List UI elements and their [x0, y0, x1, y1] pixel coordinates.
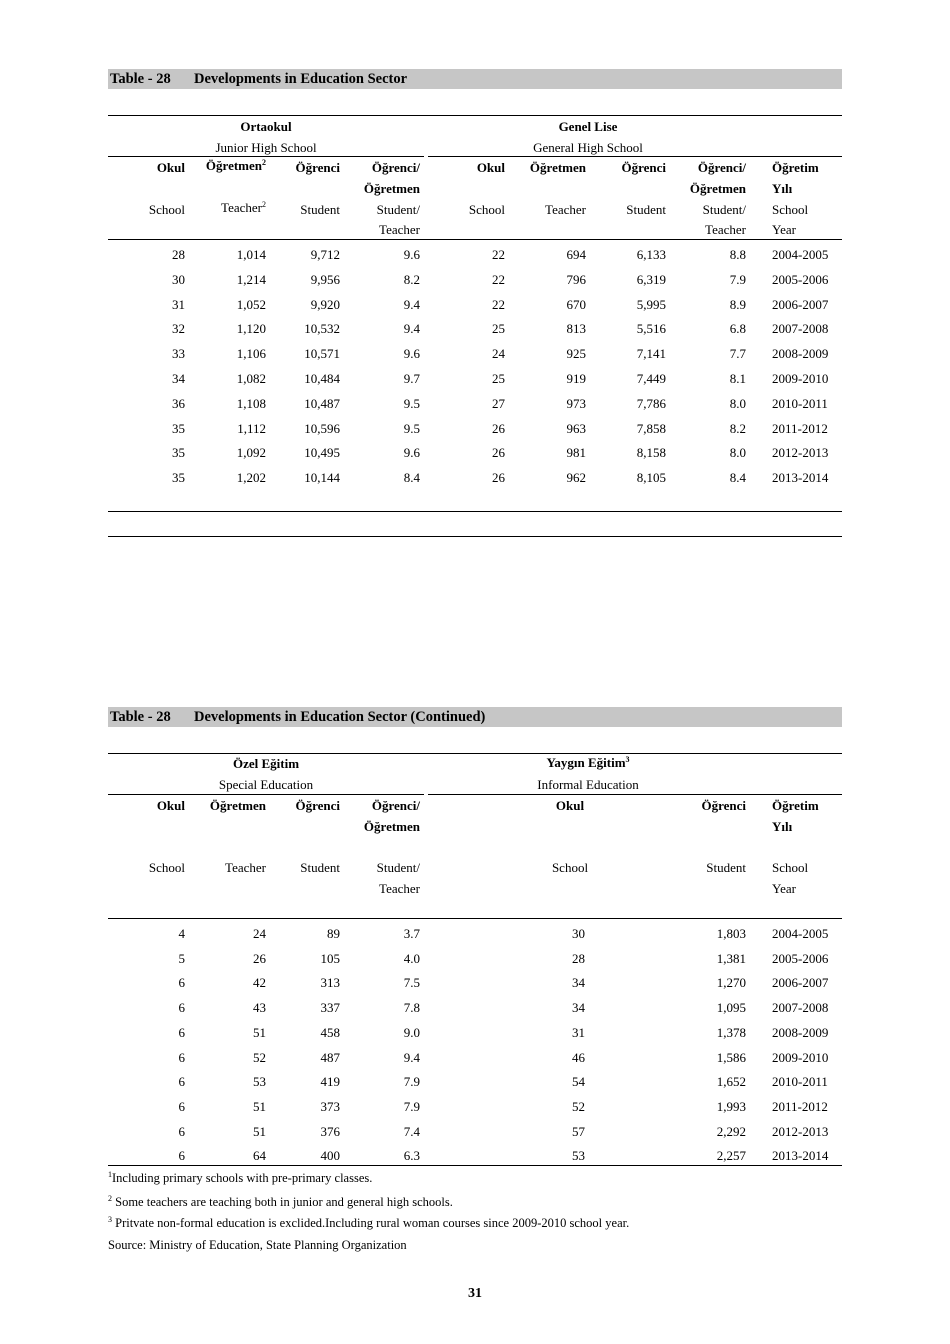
table-cell: 1,112	[237, 420, 266, 436]
footnote-1: $^1$Including primary schools with pre-primary classes.	[108, 1170, 373, 1185]
table-cell: 8.2	[403, 271, 420, 287]
table-cell: 373	[320, 1098, 340, 1114]
table1-number: Table - 28	[110, 71, 171, 87]
table-cell: 1,378	[716, 1024, 746, 1040]
table-cell: 337	[320, 1000, 340, 1016]
footnote-2: $^2$ Some teachers are teaching both in junior and general high schools.	[108, 1194, 453, 1209]
t1-h-ogretmen-2: Öğretmen	[529, 160, 586, 175]
t2-h-school-2: School	[551, 860, 589, 875]
table-cell: 7.8	[403, 1000, 420, 1016]
footnote-3: $^3$ Pritvate non-formal education is exclided.Including rural woman courses since 2009-2010 school year.	[108, 1215, 630, 1230]
table-cell: 925	[566, 346, 586, 362]
table-cell: 1,108	[236, 395, 266, 411]
table-cell: 7.9	[403, 1074, 420, 1090]
table-cell: 105	[320, 950, 340, 966]
table-cell: 7.5	[403, 975, 420, 991]
table-cell: 53	[572, 1148, 585, 1164]
table-cell: 51	[253, 1098, 266, 1114]
table2-top-rule	[108, 753, 842, 754]
t1-h-year-en1: School	[772, 202, 809, 217]
table-cell: 22	[492, 271, 505, 287]
table-cell: 9.4	[403, 321, 420, 337]
table-cell: 35	[172, 470, 185, 486]
table-cell: 400	[320, 1148, 340, 1164]
table-cell: 963	[566, 420, 586, 436]
table-cell: 4	[178, 926, 185, 941]
table-cell: 26	[253, 950, 266, 966]
t1-h-school-1: School	[148, 202, 185, 217]
t2-h-year-tr1: Öğretim	[772, 798, 819, 813]
table2-title-bar	[108, 707, 842, 727]
table-cell: 6	[178, 1049, 185, 1065]
table2-group-right-tr: Yaygın Eğitim$^3$	[546, 755, 630, 770]
table-cell: 9.7	[403, 371, 420, 386]
table-cell: 7,449	[636, 371, 666, 386]
table-cell: 458	[320, 1024, 340, 1040]
table-cell: 46	[572, 1049, 585, 1065]
table1-group-left-en: Junior High School	[215, 140, 317, 155]
t2-h-year-en2: Year	[772, 881, 796, 896]
table-cell: 2,257	[716, 1148, 746, 1164]
table1-group-right-tr: Genel Lise	[558, 119, 618, 134]
table-cell: 2005-2006	[772, 950, 829, 966]
t2-h-year-en1: School	[772, 860, 809, 875]
table-cell: 2008-2009	[772, 1024, 829, 1040]
t1-h-teacher: Teacher$^2$	[221, 200, 266, 215]
t1-h-okul-2: Okul	[476, 160, 505, 175]
table-cell: 42	[253, 975, 266, 991]
table-cell: 9.5	[403, 395, 420, 411]
table-cell: 6	[178, 975, 185, 991]
table-cell: 2010-2011	[772, 395, 828, 411]
table-cell: 34	[572, 975, 585, 991]
table-cell: 2013-2014	[772, 1148, 829, 1164]
table-cell: 5	[178, 950, 185, 966]
table1-title: Developments in Education Sector	[194, 71, 408, 87]
t1-h-okul-1: Okul	[156, 160, 185, 175]
table-cell: 6	[178, 1024, 185, 1040]
table1-subhead-rule-left	[108, 156, 424, 157]
table-cell: 1,082	[236, 371, 266, 386]
table-cell: 6.8	[729, 321, 746, 337]
table-cell: 31	[172, 296, 185, 312]
table-cell: 26	[492, 420, 505, 436]
t1-h-ratio-en1-b: Student/	[702, 202, 746, 217]
table-cell: 2012-2013	[772, 445, 829, 461]
table-cell: 1,120	[236, 321, 266, 337]
table2-subhead-rule-left	[108, 794, 424, 795]
table-cell: 27	[492, 395, 505, 411]
table-cell: 6	[178, 1098, 185, 1114]
table-cell: 2010-2011	[772, 1074, 828, 1090]
table-cell: 8.1	[729, 371, 746, 386]
t2-h-ratio-en1: Student/	[376, 860, 420, 875]
table1-top-rule	[108, 115, 842, 116]
table-cell: 2007-2008	[772, 1000, 829, 1016]
table-cell: 2012-2013	[772, 1123, 829, 1139]
table-cell: 25	[492, 321, 505, 337]
table-cell: 2004-2005	[772, 926, 829, 941]
table-cell: 52	[572, 1098, 585, 1114]
table-cell: 8.4	[729, 470, 746, 486]
t1-h-ogretmen: Öğretmen$^2$	[205, 158, 266, 173]
table-cell: 376	[320, 1123, 340, 1139]
table-cell: 7.9	[729, 271, 746, 287]
table-cell: 2006-2007	[772, 975, 829, 991]
source-note: Source: Ministry of Education, State Planning Organization	[108, 1238, 407, 1252]
table1-bottom-rule-1	[108, 511, 842, 512]
t2-h-ratio-tr2: Öğretmen	[363, 819, 420, 834]
table-cell: 1,381	[716, 950, 746, 966]
table-cell: 26	[492, 445, 505, 461]
table1-group-right-en: General High School	[533, 140, 643, 155]
table1-header-bottom-rule	[108, 239, 842, 240]
table-cell: 22	[492, 296, 505, 312]
table-cell: 7.4	[403, 1123, 420, 1139]
t1-h-ogrenci-1: Öğrenci	[295, 160, 340, 175]
table-cell: 8.9	[729, 296, 746, 312]
t2-h-student-1: Student	[300, 860, 340, 875]
t1-h-year-en2: Year	[772, 222, 796, 237]
t2-h-student-2: Student	[706, 860, 746, 875]
table-cell: 1,803	[716, 926, 746, 941]
table-cell: 1,214	[236, 271, 266, 287]
table-cell: 43	[253, 1000, 266, 1016]
table-cell: 796	[566, 271, 586, 287]
t2-h-ogrenci-2: Öğrenci	[701, 798, 746, 813]
table-cell: 10,144	[304, 470, 340, 486]
table-cell: 36	[172, 395, 185, 411]
table2-subhead-rule-right	[428, 794, 842, 795]
t2-h-teacher: Teacher	[225, 860, 266, 875]
table-cell: 2005-2006	[772, 271, 829, 287]
table-cell: 313	[320, 975, 340, 991]
table-cell: 9,920	[310, 296, 340, 312]
table-cell: 2,292	[716, 1123, 746, 1139]
table-cell: 1,052	[236, 296, 266, 312]
table1-subhead-rule-right	[428, 156, 842, 157]
t1-h-ratio-tr2-b: Öğretmen	[689, 181, 746, 196]
table2-group-right-en: Informal Education	[537, 777, 639, 792]
table-cell: 7,858	[636, 420, 666, 436]
table-cell: 10,596	[304, 420, 340, 436]
table-cell: 1,095	[716, 1000, 746, 1016]
table-cell: 6	[178, 1074, 185, 1090]
table-cell: 24	[492, 346, 505, 362]
table-cell: 6	[178, 1123, 185, 1139]
table1-title-bar	[108, 69, 842, 89]
table-cell: 9.0	[403, 1024, 420, 1040]
table-cell: 2009-2010	[772, 1049, 829, 1065]
table-cell: 1,202	[236, 470, 266, 486]
table-cell: 1,106	[236, 346, 266, 362]
table-cell: 813	[566, 321, 586, 337]
table-cell: 973	[566, 395, 586, 411]
table-cell: 419	[320, 1074, 340, 1090]
table-cell: 9,712	[310, 247, 340, 262]
table-cell: 6,319	[636, 271, 666, 287]
t2-h-ogretmen: Öğretmen	[209, 798, 266, 813]
table-cell: 2007-2008	[772, 321, 829, 337]
table-cell: 2011-2012	[772, 420, 828, 436]
t1-h-student-1: Student	[300, 202, 340, 217]
table-cell: 9.4	[403, 296, 420, 312]
t1-h-ogrenci-2: Öğrenci	[621, 160, 666, 175]
table-cell: 962	[566, 470, 586, 486]
table-cell: 24	[253, 926, 266, 941]
table-cell: 9,956	[310, 271, 340, 287]
t2-h-ratio-en2: Teacher	[379, 881, 420, 896]
table-cell: 919	[566, 371, 586, 386]
table-cell: 1,993	[716, 1098, 746, 1114]
t1-h-ratio-en1-a: Student/	[376, 202, 420, 217]
table-cell: 8.0	[729, 395, 746, 411]
table1-group-left-tr: Ortaokul	[240, 119, 292, 134]
table-cell: 2009-2010	[772, 371, 829, 386]
table-cell: 34	[172, 371, 185, 386]
t2-h-ratio-tr1: Öğrenci/	[371, 798, 420, 813]
table-cell: 1,652	[716, 1074, 746, 1090]
table-cell: 6.3	[403, 1148, 420, 1164]
table-cell: 9.6	[403, 445, 420, 461]
table-cell: 35	[172, 445, 185, 461]
table-cell: 28	[172, 247, 185, 262]
table-cell: 8.0	[729, 445, 746, 461]
table-cell: 54	[572, 1074, 585, 1090]
table-cell: 10,495	[304, 445, 340, 461]
table-cell: 26	[492, 470, 505, 486]
table-cell: 10,571	[304, 346, 340, 362]
t2-h-okul-1: Okul	[156, 798, 185, 813]
table-cell: 32	[172, 321, 185, 337]
table-cell: 6	[178, 1148, 185, 1164]
table2-group-left-tr: Özel Eğitim	[232, 756, 300, 771]
t2-h-ogrenci-1: Öğrenci	[295, 798, 340, 813]
table-cell: 25	[492, 371, 505, 386]
table-cell: 10,532	[304, 321, 340, 337]
table-cell: 2013-2014	[772, 470, 829, 486]
t1-h-year-tr2: Yılı	[772, 181, 793, 196]
t1-h-student-2: Student	[626, 202, 666, 217]
t1-h-ratio-tr2-a: Öğretmen	[363, 181, 420, 196]
table-cell: 53	[253, 1074, 266, 1090]
table-cell: 7,786	[636, 395, 666, 411]
table-cell: 670	[566, 296, 586, 312]
table-cell: 10,484	[304, 371, 340, 386]
table-cell: 7,141	[636, 346, 666, 362]
table-cell: 1,092	[236, 445, 266, 461]
table-cell: 22	[492, 247, 505, 262]
table-cell: 1,270	[716, 975, 746, 991]
table-cell: 51	[253, 1024, 266, 1040]
table-cell: 9.6	[403, 247, 420, 262]
table-cell: 4.0	[403, 950, 420, 966]
table-cell: 8,158	[636, 445, 666, 461]
table-cell: 9.5	[403, 420, 420, 436]
table-cell: 7.7	[729, 346, 746, 362]
page-number: 31	[468, 1286, 482, 1301]
table-cell: 6	[178, 1000, 185, 1016]
table-cell: 2006-2007	[772, 296, 829, 312]
table-cell: 52	[253, 1049, 266, 1065]
table-cell: 34	[572, 1000, 585, 1016]
table2-number: Table - 28	[110, 709, 171, 725]
t1-h-year-tr1: Öğretim	[772, 160, 819, 175]
table-cell: 31	[572, 1024, 585, 1040]
t1-h-ratio-tr1-b: Öğrenci/	[697, 160, 746, 175]
table-cell: 8,105	[636, 470, 666, 486]
table-cell: 51	[253, 1123, 266, 1139]
table-cell: 2004-2005	[772, 247, 829, 262]
t1-h-ratio-en2-a: Teacher	[379, 222, 420, 237]
table-cell: 8.8	[729, 247, 746, 262]
t1-h-school-2: School	[468, 202, 505, 217]
table-cell: 5,516	[636, 321, 666, 337]
table-cell: 981	[566, 445, 586, 461]
t2-h-year-tr2: Yılı	[772, 819, 793, 834]
table-cell: 5,995	[636, 296, 666, 312]
t2-h-okul-2: Okul	[555, 798, 585, 813]
table-cell: 694	[566, 247, 586, 262]
table-cell: 9.4	[403, 1049, 420, 1065]
table-cell: 2008-2009	[772, 346, 829, 362]
table2-header-bottom-rule	[108, 918, 842, 919]
t1-h-ratio-tr1-a: Öğrenci/	[371, 160, 420, 175]
table2-title: Developments in Education Sector (Continued)	[194, 709, 486, 725]
table-cell: 33	[172, 346, 185, 362]
table-cell: 487	[320, 1049, 340, 1065]
table2-group-left-en: Special Education	[218, 777, 314, 792]
table-cell: 6,133	[636, 247, 666, 262]
t1-h-teacher-2: Teacher	[545, 202, 586, 217]
table-cell: 3.7	[403, 926, 420, 941]
t2-h-school-1: School	[148, 860, 185, 875]
table2-bottom-rule	[108, 1165, 842, 1166]
table-cell: 8.4	[403, 470, 420, 486]
table-cell: 7.9	[403, 1098, 420, 1114]
table-cell: 57	[572, 1123, 585, 1139]
table-cell: 89	[327, 926, 340, 941]
table-cell: 1,586	[716, 1049, 746, 1065]
table-cell: 30	[572, 926, 585, 941]
table-cell: 35	[172, 420, 185, 436]
table-cell: 10,487	[304, 395, 340, 411]
table-cell: 9.6	[403, 346, 420, 362]
table-cell: 1,014	[236, 247, 266, 262]
table-cell: 2011-2012	[772, 1098, 828, 1114]
table-cell: 30	[172, 271, 185, 287]
t1-h-ratio-en2-b: Teacher	[705, 222, 746, 237]
table-cell: 8.2	[729, 420, 746, 436]
table-cell: 28	[572, 950, 585, 966]
table1-bottom-rule-2	[108, 536, 842, 537]
table-cell: 64	[253, 1148, 266, 1164]
